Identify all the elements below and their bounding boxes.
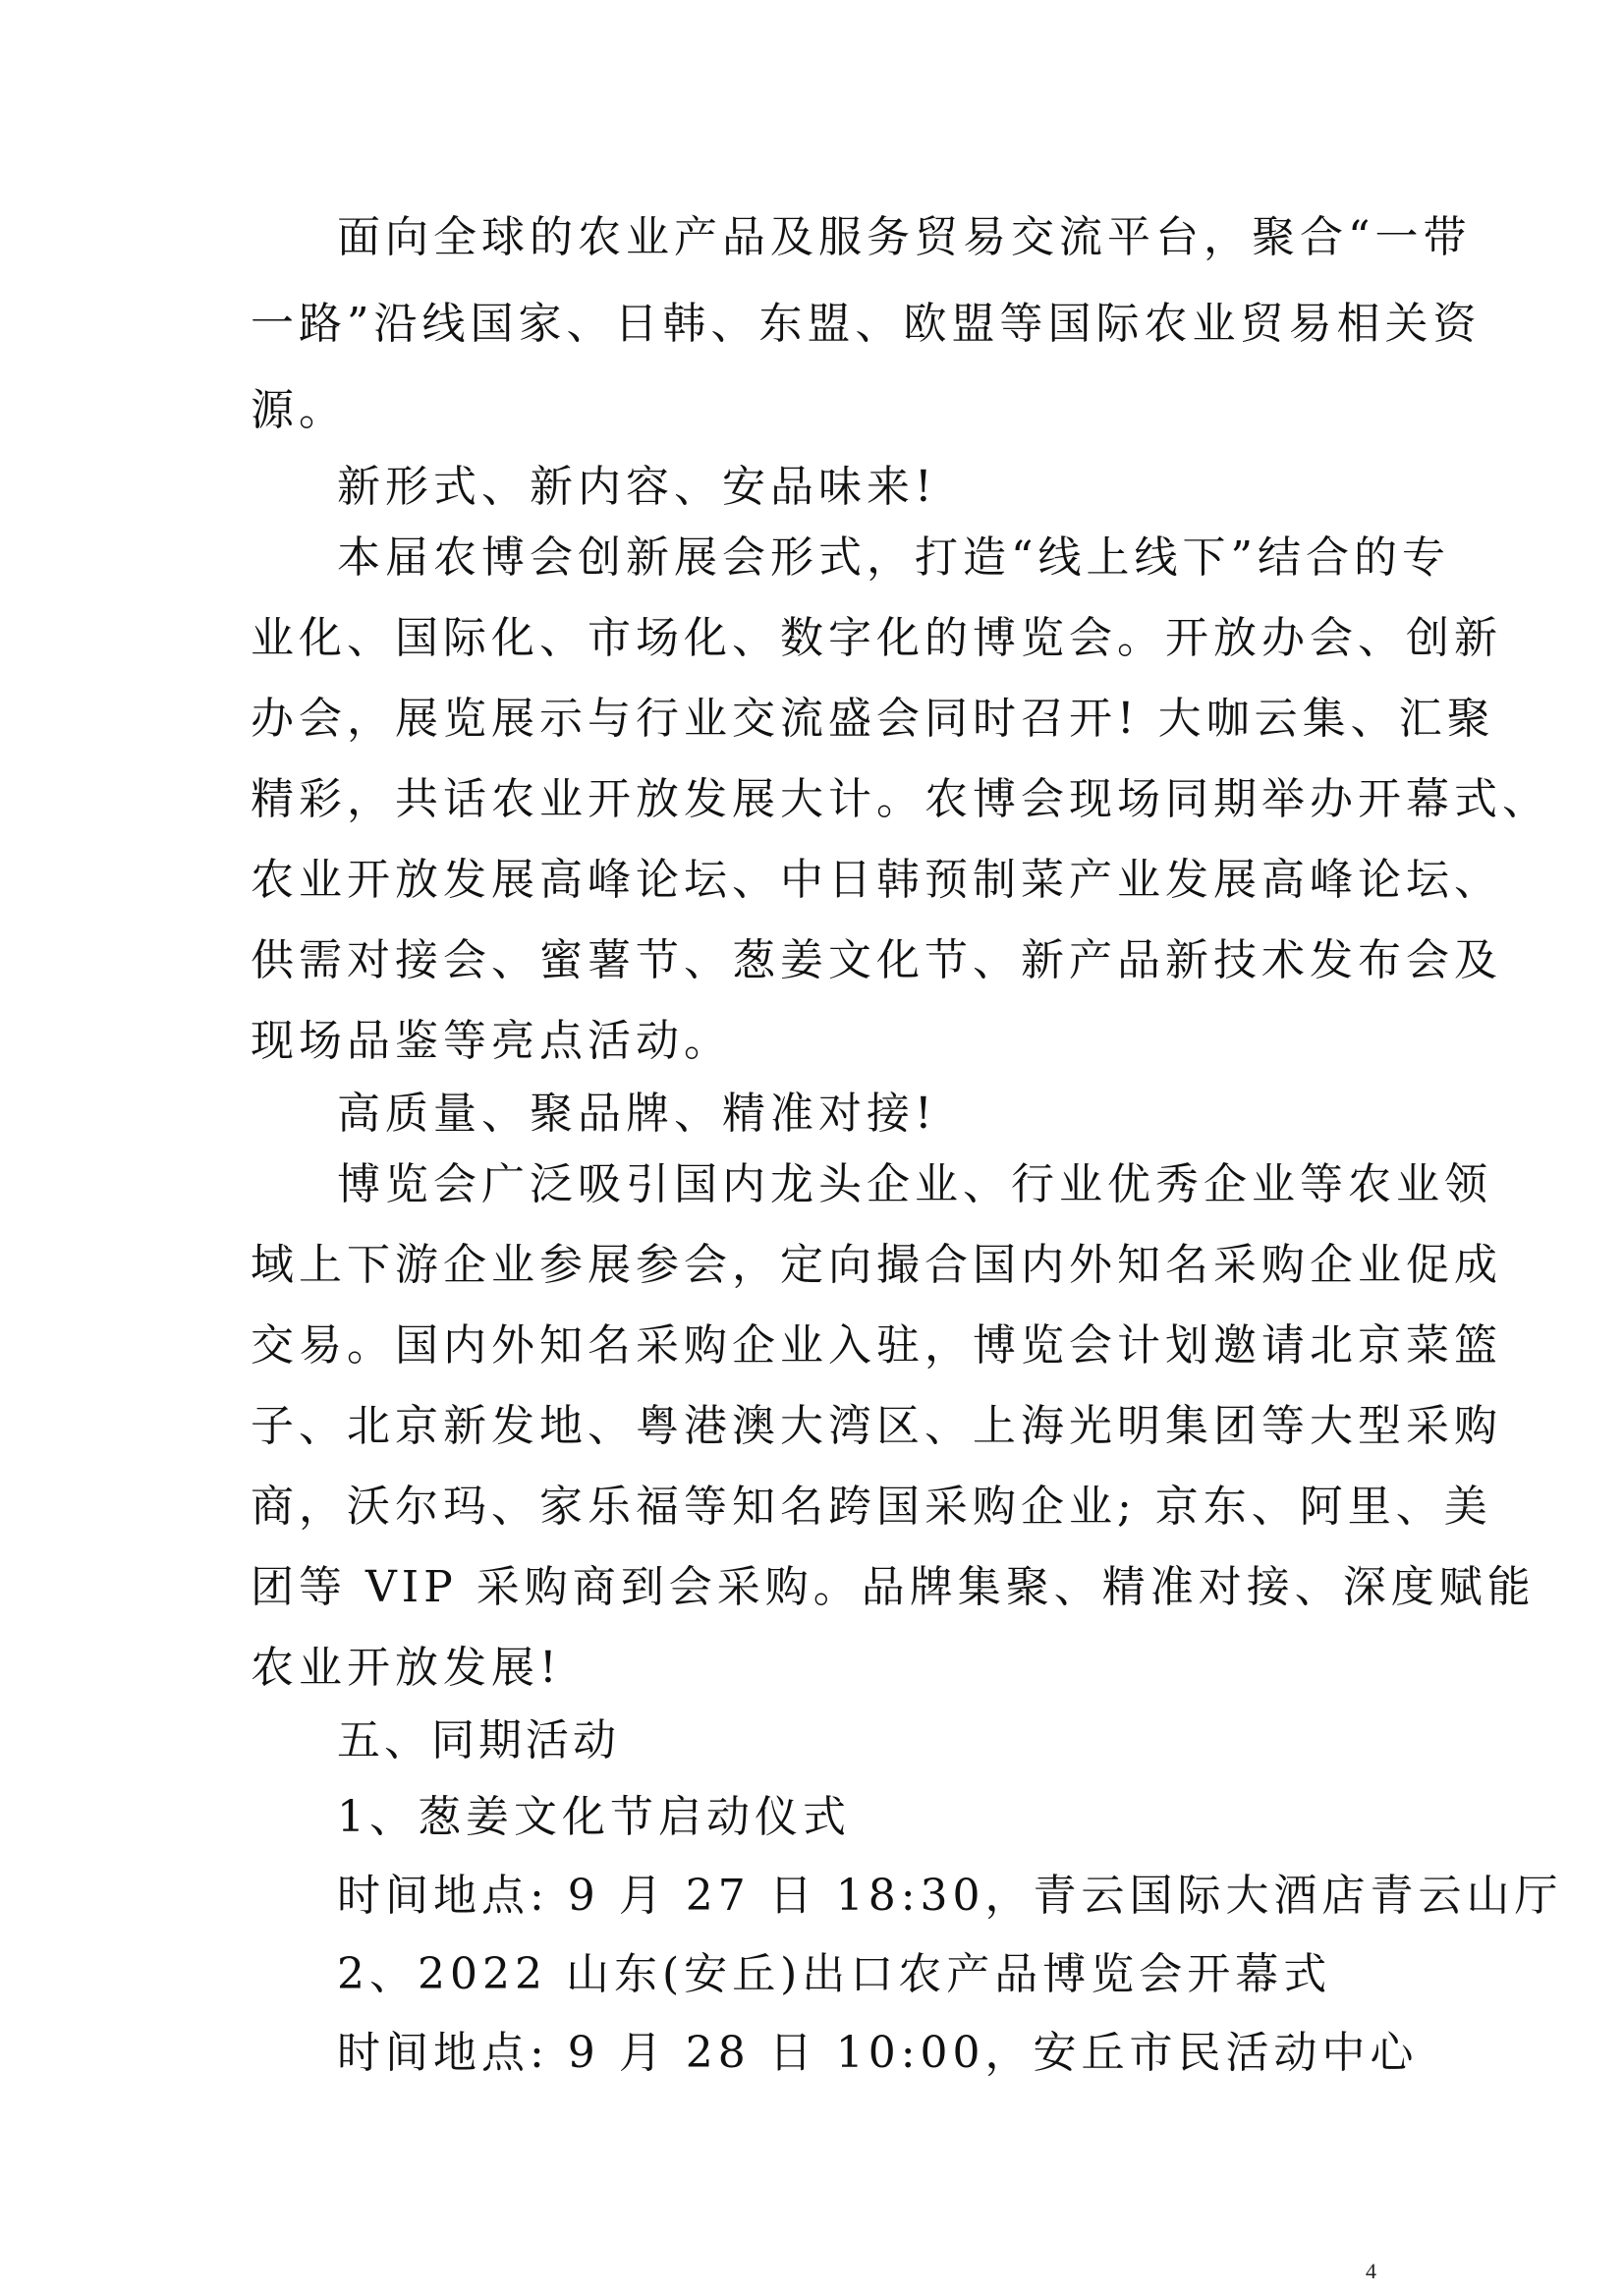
paragraph-line: 团等 VIP 采购商到会采购。品牌集聚、精准对接、深度赋能 bbox=[251, 1562, 1536, 1612]
subheading-new-form: 新形式、新内容、安品味来! bbox=[337, 462, 937, 512]
activity-detail: 时间地点: 9 月 27 日 18:30，青云国际大酒店青云山厅 bbox=[337, 1871, 1563, 1921]
paragraph-line: 博览会广泛吸引国内龙头企业、行业优秀企业等农业领 bbox=[337, 1159, 1492, 1209]
paragraph-line: 业化、国际化、市场化、数字化的博览会。开放办会、创新 bbox=[251, 613, 1502, 663]
paragraph-line: 域上下游企业参展参会，定向撮合国内外知名采购企业促成 bbox=[251, 1240, 1502, 1290]
paragraph-line: 本届农博会创新展会形式，打造“线上线下”结合的专 bbox=[337, 532, 1450, 583]
activity-title: 2、2022 山东(安丘)出口农产品博览会开幕式 bbox=[337, 1949, 1332, 1999]
paragraph-line: 子、北京新发地、粤港澳大湾区、上海光明集团等大型采购 bbox=[251, 1401, 1502, 1451]
page-number: 4 bbox=[1366, 2259, 1376, 2283]
activity-title: 1、葱姜文化节启动仪式 bbox=[337, 1792, 851, 1842]
paragraph-line: 供需对接会、蜜薯节、葱姜文化节、新产品新技术发布会及 bbox=[251, 935, 1502, 985]
paragraph-line: 精彩，共话农业开放发展大计。农博会现场同期举办开幕式、 bbox=[251, 774, 1550, 824]
paragraph-line: 面向全球的农业产品及服务贸易交流平台，聚合“一带 bbox=[337, 212, 1472, 262]
paragraph-line: 源。 bbox=[251, 385, 347, 435]
paragraph-line: 交易。国内外知名采购企业入驻，博览会计划邀请北京菜篮 bbox=[251, 1320, 1502, 1371]
paragraph-line: 农业开放发展高峰论坛、中日韩预制菜产业发展高峰论坛、 bbox=[251, 855, 1502, 905]
paragraph-line: 现场品鉴等亮点活动。 bbox=[251, 1016, 732, 1066]
paragraph-line: 一路”沿线国家、日韩、东盟、欧盟等国际农业贸易相关资 bbox=[251, 299, 1482, 349]
activity-detail: 时间地点: 9 月 28 日 10:00，安丘市民活动中心 bbox=[337, 2028, 1419, 2078]
paragraph-line: 商，沃尔玛、家乐福等知名跨国采购企业; 京东、阿里、美 bbox=[251, 1482, 1492, 1532]
paragraph-line: 农业开放发展! bbox=[251, 1643, 562, 1693]
paragraph-line: 办会，展览展示与行业交流盛会同时召开! 大咖云集、汇聚 bbox=[251, 694, 1495, 744]
subheading-high-quality: 高质量、聚品牌、精准对接! bbox=[337, 1089, 937, 1139]
section-heading: 五、同期活动 bbox=[337, 1715, 620, 1765]
